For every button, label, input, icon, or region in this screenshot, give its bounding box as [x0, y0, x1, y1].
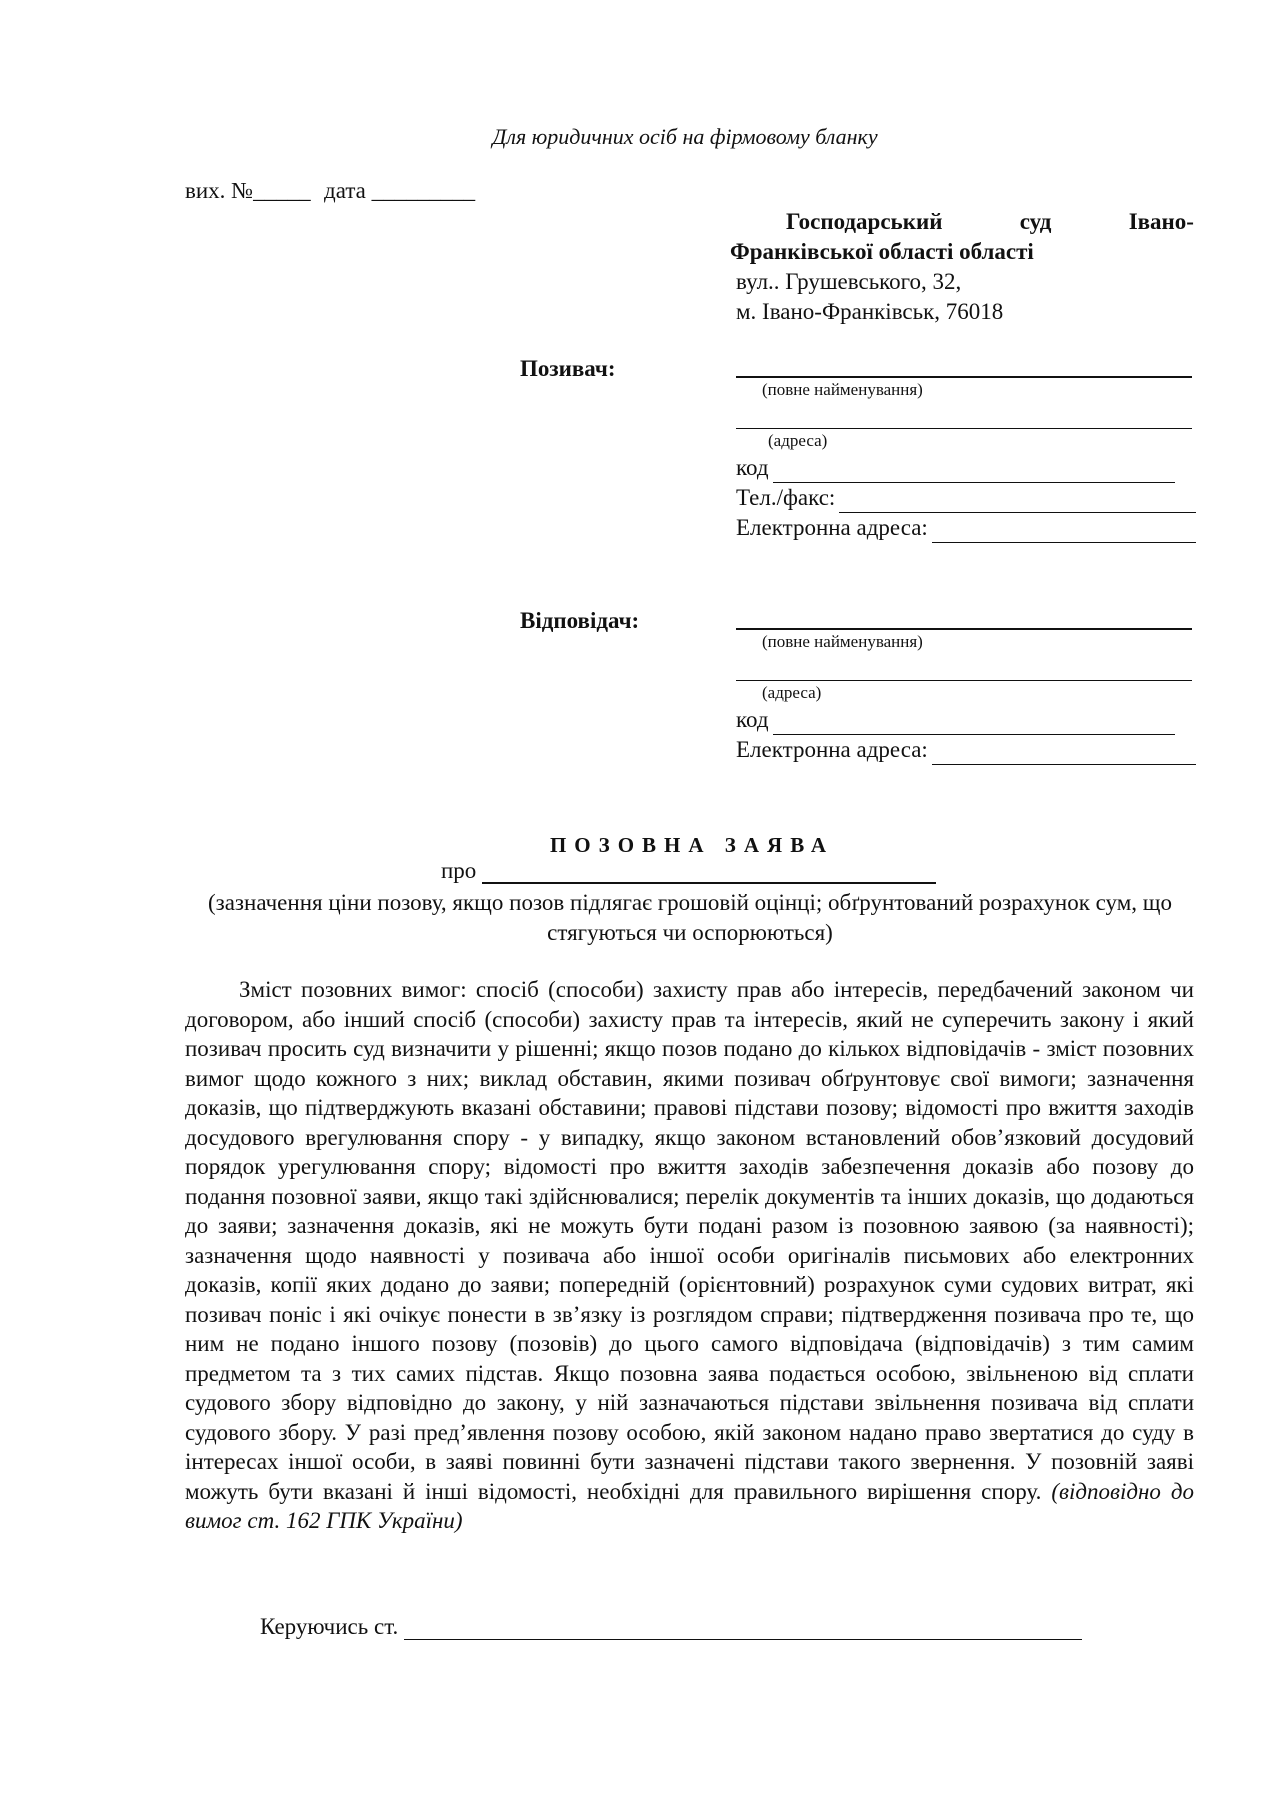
court-name-line-2: Франківської області області: [730, 239, 1034, 264]
plaintiff-name-caption: (повне найменування): [762, 380, 923, 399]
court-name-word-2: суд: [1019, 209, 1052, 234]
claim-price-note: (зазначення ціни позову, якщо позов підлягає грошовій оцінці; обґрунтований розрахунок сум, що стягуються чи оспорюються): [207, 890, 1173, 945]
court-city: м. Івано-Франківськ, 76018: [736, 299, 1004, 324]
plaintiff-name-line[interactable]: [736, 356, 1192, 378]
court-street: вул.. Грушевського, 32,: [736, 269, 962, 294]
claim-title: ПОЗОВНА ЗАЯВА: [549, 833, 835, 857]
plaintiff-block: [736, 356, 1196, 543]
defendant-name-line[interactable]: [736, 608, 1192, 630]
claim-about-label: про: [441, 858, 477, 883]
claim-body-reference: (відповідно до вимог ст. 162 ГПК України): [185, 1478, 1194, 1533]
defendant-label: Відповідач:: [520, 608, 640, 633]
claim-body: [185, 975, 1194, 1536]
letterhead-note: Для юридичних осіб на фірмовому бланку: [492, 124, 878, 149]
plaintiff-phone-row: [736, 483, 1196, 513]
plaintiff-email-line[interactable]: [932, 520, 1196, 543]
outgoing-number: вих. №_____: [185, 178, 311, 203]
defendant-email-line[interactable]: [932, 742, 1196, 765]
plaintiff-address-caption: (адреса): [768, 431, 828, 450]
plaintiff-code-row: [736, 453, 1196, 483]
claim-about-line[interactable]: [482, 860, 936, 884]
court-name-word-3: Івано-: [1128, 209, 1194, 234]
defendant-block: [736, 608, 1196, 765]
claim-body-text: Зміст позовних вимог: спосіб (способи) захисту прав або інтересів, передбачений законом чи договором, або інший спосіб (способи) захисту прав та інтересів, який не суперечить закону і який позивач просить суд визначити у рішенні; якщо позов подано до кількох відповідачів - зміст позовних вимог щодо кожного з них; виклад обставин, якими позивач обґрунтовує свої вимоги; зазначення доказів, що підтверджують вказані обставини; правові підстави позову; відомості про вжиття заходів досудового врегулювання спору - у випадку, якщо законом встановлений обов’язковий досудовий порядок урегулювання спору; відомості про вжиття заходів забезпечення доказів або позову до подання позовної заяви, якщо такі здійснювалися; перелік документів та інших доказів, що додаються до заяви; зазначення доказів, які не можуть бути подані разом із позовною заявою (за наявності); зазначення щодо наявності у позивача або іншої особи оригіналів письмових або електронних доказів, копії яких додано до заяви; попередній (орієнтовний) розрахунок суми судових витрат, які позивач поніс і які очікує понести в зв’язку із розглядом справи; підтвердження позивача про те, що ним не подано іншого позову (позовів) до цього самого відповідача (відповідачів) з тим самим предметом та з тих самих підстав. Якщо позовна заява подається особою, звільненою від сплати судового збору відповідно до закону, у ній зазначаються підстави звільнення позивача від сплати судового збору. У разі пред’явлення позову особою, якій законом надано право звертатися до суду в інтересах іншої особи, в заяві повинні бути зазначені підстави такого звернення. У позовній заяві можуть бути вказані й інші відомості, необхідні для правильного вирішення спору.: [185, 977, 1194, 1504]
defendant-code-row: [736, 705, 1196, 735]
defendant-name-caption: (повне найменування): [762, 632, 923, 651]
outgoing-date: дата _________: [324, 178, 476, 203]
court-name-line-1: [730, 207, 1194, 237]
plaintiff-code-label: код: [736, 455, 769, 480]
defendant-code-line[interactable]: [773, 712, 1175, 735]
plaintiff-code-line[interactable]: [773, 460, 1175, 483]
defendant-address-caption: (адреса): [762, 683, 822, 702]
defendant-email-row: [736, 735, 1196, 765]
guided-by-label: Керуючись ст.: [260, 1614, 399, 1639]
plaintiff-label: Позивач:: [520, 356, 616, 381]
plaintiff-address-line[interactable]: [736, 408, 1192, 429]
defendant-code-label: код: [736, 707, 769, 732]
guided-by-row: [260, 1614, 1082, 1640]
plaintiff-email-row: [736, 513, 1196, 543]
defendant-email-label: Електронна адреса:: [736, 737, 928, 762]
defendant-address-line[interactable]: [736, 660, 1192, 681]
guided-by-line[interactable]: [404, 1617, 1082, 1640]
claim-about-row: [441, 858, 936, 884]
plaintiff-phone-label: Тел./факс:: [736, 485, 836, 510]
plaintiff-email-label: Електронна адреса:: [736, 515, 928, 540]
court-name-word-1: Господарський: [786, 209, 943, 234]
plaintiff-phone-line[interactable]: [839, 490, 1196, 513]
court-address-block: [730, 207, 1194, 327]
